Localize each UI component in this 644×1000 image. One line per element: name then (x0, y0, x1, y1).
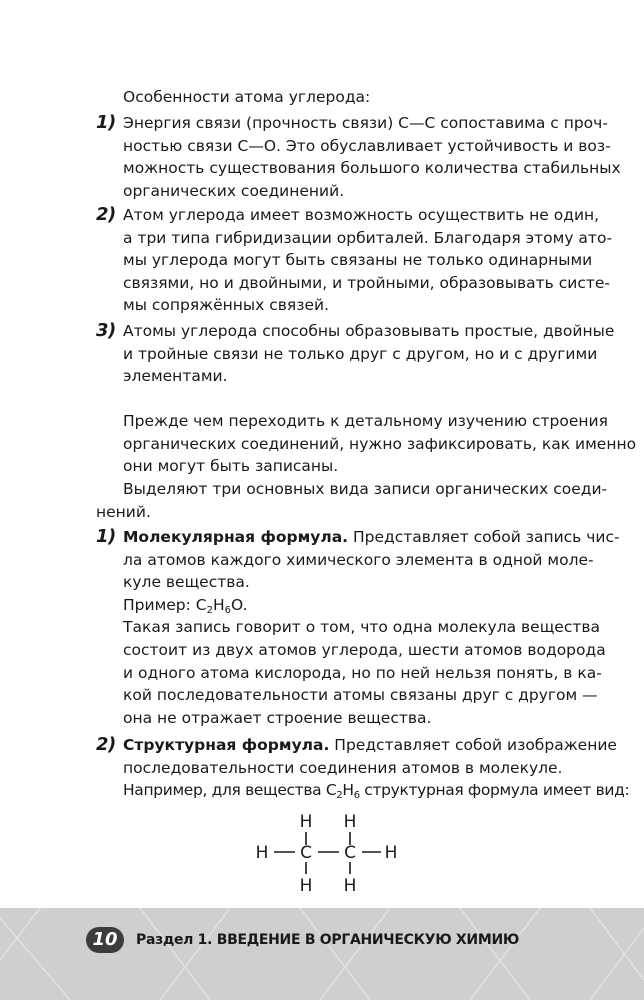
text-line: Прежде чем переходить к детальному изучению строения (123, 412, 608, 430)
page-footer (0, 908, 644, 1000)
text-line: органических соединений, нужно зафиксировать, как именно (123, 434, 637, 453)
text-line: мы углерода могут быть связаны не только одинарными (123, 251, 593, 270)
type-text (123, 734, 630, 802)
term-title: Структурная формула. (123, 736, 330, 754)
intro-text: Особенности атома углерода: (123, 88, 371, 106)
atom-h-bottom-left: H (299, 876, 313, 896)
subscript: 2 (336, 790, 343, 802)
atom-c-left: C (300, 843, 312, 863)
feature-text (123, 112, 621, 202)
text-line: ностью связи С—О. Это обуславливает устойчивость и воз- (123, 136, 611, 155)
atom-h-right: H (384, 843, 398, 863)
example-line (123, 779, 630, 802)
text-line: Энергия связи (прочность связи) С—С сопоставима с проч- (123, 114, 608, 132)
term-title: Молекулярная формула. (123, 528, 349, 546)
text-line: она не отражает строение вещества. (123, 708, 432, 727)
text-line: состоит из двух атомов углерода, шести атомов водорода (123, 640, 606, 659)
feature-text (123, 320, 615, 388)
list-number: 3) (96, 320, 116, 341)
text-line: нений. (96, 502, 151, 521)
atom-h-left: H (255, 843, 269, 863)
atom-h-top-right: H (343, 812, 357, 832)
text-line: последовательности соединения атомов в молекуле. (123, 758, 563, 777)
text-line: Атом углерода имеет возможность осуществить не один, (123, 206, 600, 224)
text-fragment: структурная формула имеет вид: (359, 781, 630, 800)
element-symbol: C (325, 781, 337, 800)
text-line: ла атомов каждого химического элемента в одной моле- (123, 550, 594, 569)
text-line: Атомы углерода способны образовывать простые, двойные (123, 322, 615, 340)
paragraph-notation (123, 410, 637, 478)
text-fragment: Представляет собой изображение (329, 736, 617, 754)
atom-h-bottom-right: H (343, 876, 357, 896)
paragraph-types-intro (96, 478, 608, 523)
text-line: а три типа гибридизации орбиталей. Благодаря этому ато- (123, 228, 613, 247)
example-label: Пример: (123, 595, 196, 614)
element-symbol: H (213, 595, 225, 614)
element-symbol: O. (231, 595, 248, 614)
subscript: 6 (224, 604, 232, 616)
text-line: и тройные связи не только друг с другом, но и с другими (123, 344, 598, 363)
text-line: и одного атома кислорода, но по ней нельзя понять, в ка- (123, 663, 602, 682)
footer-background-pattern (0, 908, 644, 1000)
text-line: мы сопряжённых связей. (123, 296, 330, 315)
atom-h-top-left: H (299, 812, 313, 832)
text-line: Такая запись говорит о том, что одна молекула вещества (123, 618, 601, 637)
type-text (123, 526, 620, 729)
text-line: Выделяют три основных вида записи органических соеди- (123, 480, 608, 498)
subscript: 2 (206, 604, 213, 616)
text-line: органических соединений. (123, 181, 345, 200)
page-number-badge: 10 (86, 927, 124, 953)
list-number: 1) (96, 112, 116, 133)
text-line (123, 734, 617, 757)
text-line: элементами. (123, 367, 228, 386)
text-line: связями, но и двойными, и тройными, образовывать систе- (123, 273, 611, 292)
text-line: они могут быть записаны. (123, 457, 339, 476)
subscript: 6 (353, 790, 360, 802)
list-number: 2) (96, 734, 116, 755)
chemical-formula (196, 596, 248, 614)
text-line (123, 526, 620, 549)
element-symbol: C (195, 595, 207, 614)
ethane-structural-formula (255, 808, 415, 898)
text-line: кой последовательности атомы связаны друг с другом — (123, 686, 598, 705)
example-line (123, 594, 575, 617)
feature-text (123, 204, 613, 317)
text-line: куле вещества. (123, 573, 250, 592)
atom-c-right: C (344, 843, 356, 863)
chemical-formula (325, 781, 360, 802)
element-symbol: H (342, 781, 354, 800)
text-fragment: Представляет собой запись чис- (348, 528, 620, 546)
list-number: 1) (96, 526, 116, 547)
text-fragment: Например, для вещества (123, 781, 326, 800)
text-line: можность существования большого количества стабильных (123, 159, 621, 178)
list-number: 2) (96, 204, 116, 225)
section-title: Раздел 1. ВВЕДЕНИЕ В ОРГАНИЧЕСКУЮ ХИМИЮ (136, 932, 520, 948)
